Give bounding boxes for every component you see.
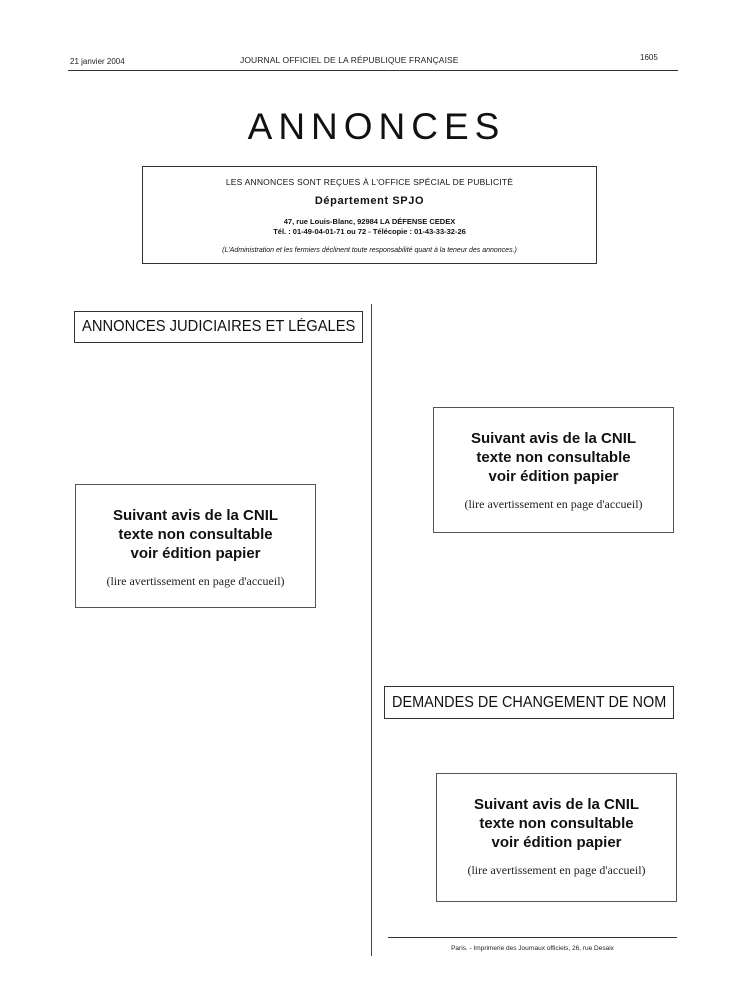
cnil-notice-box	[436, 773, 677, 902]
page-title: ANNONCES	[247, 106, 506, 147]
info-line-reception: LES ANNONCES SONT REÇUES À L'OFFICE SPÉCIAL DE PUBLICITÉ	[225, 177, 514, 187]
cnil-line-1: Suivant avis de la CNIL	[470, 430, 637, 447]
section-heading-judiciaires	[74, 311, 363, 343]
section-heading-changement-nom	[384, 686, 674, 719]
cnil-line-2: texte non consultable	[479, 815, 634, 832]
cnil-line-3: voir édition papier	[130, 545, 261, 562]
info-line-address: 47, rue Louis-Blanc, 92984 LA DÉFENSE CEDEX	[283, 217, 456, 226]
cnil-line-2: texte non consultable	[118, 526, 273, 543]
header-date: 21 janvier 2004	[70, 57, 125, 66]
cnil-line-2: texte non consultable	[476, 449, 631, 466]
section-heading-label: ANNONCES JUDICIAIRES ET LÉGALES	[81, 318, 356, 335]
section-heading-label: DEMANDES DE CHANGEMENT DE NOM	[391, 693, 667, 711]
cnil-notice-box	[433, 407, 674, 533]
cnil-note: (lire avertissement en page d'accueil)	[464, 497, 643, 511]
header-rule	[68, 70, 678, 71]
cnil-line-3: voir édition papier	[488, 468, 619, 485]
cnil-notice-box	[75, 484, 316, 608]
publicity-info-box	[142, 166, 597, 264]
header-page-number: 1605	[640, 53, 658, 62]
footer-imprint: Paris. - Imprimerie des Journaux officiels, 26, rue Desaix	[451, 945, 614, 952]
header-journal-title: JOURNAL OFFICIEL DE LA RÉPUBLIQUE FRANÇAISE	[240, 55, 459, 65]
cnil-line-3: voir édition papier	[491, 834, 622, 851]
footer-rule	[388, 937, 677, 938]
info-line-phone: Tél. : 01-49-04-01-71 ou 72 - Télécopie : 01-43-33-32-26	[273, 227, 466, 236]
column-divider	[371, 304, 372, 956]
cnil-line-1: Suivant avis de la CNIL	[112, 507, 279, 524]
cnil-note: (lire avertissement en page d'accueil)	[467, 863, 646, 877]
cnil-line-1: Suivant avis de la CNIL	[473, 796, 640, 813]
info-line-department: Département SPJO	[314, 195, 425, 207]
cnil-note: (lire avertissement en page d'accueil)	[106, 574, 285, 588]
info-line-disclaimer: (L'Administration et les fermiers déclinent toute responsabilité quant à la teneur des annonces.)	[222, 247, 517, 254]
